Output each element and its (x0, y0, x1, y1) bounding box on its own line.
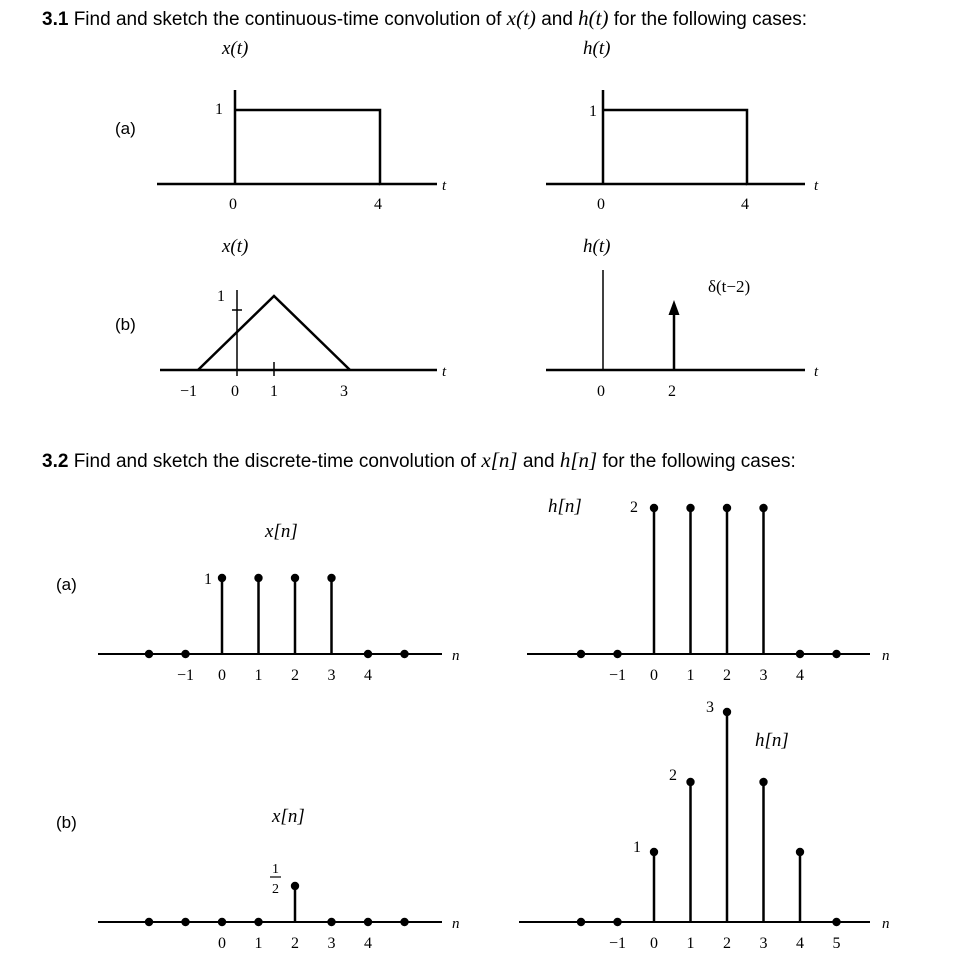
tick-label: 3 (327, 935, 336, 952)
stem-point (145, 918, 153, 926)
peak-label: 1 (217, 288, 225, 305)
tick-label: 4 (364, 667, 372, 684)
stem-point (145, 650, 153, 658)
h-plot-title: h[n] (755, 730, 789, 751)
tick-label: 2 (291, 667, 299, 684)
axis-variable: t (814, 364, 819, 380)
axis-variable: n (882, 916, 890, 932)
value-label: 1 (204, 571, 212, 588)
heading-text-end: for the following cases: (613, 9, 808, 30)
h-symbol: h[n] (559, 448, 598, 472)
stem-point (181, 650, 189, 658)
stem-point (218, 918, 226, 926)
tick-label: 1 (270, 383, 278, 400)
h-plot-title: h(t) (583, 236, 611, 257)
tick-label: 2 (668, 383, 676, 400)
heading-text-end: for the following cases: (602, 451, 796, 472)
value-label: 2 (630, 499, 638, 516)
impulse-label: δ(t−2) (708, 277, 751, 296)
stem-point (327, 574, 335, 582)
tick-label: 0 (650, 667, 658, 684)
stem-point (759, 778, 767, 786)
stem-point (723, 708, 731, 716)
stem-point (613, 650, 621, 658)
stem-point (577, 918, 585, 926)
tick-label: −1 (180, 383, 198, 400)
tick-label: 3 (759, 935, 768, 952)
part-a-label: (a) (115, 119, 136, 138)
tick-label: 0 (597, 196, 605, 213)
stem-point (254, 574, 262, 582)
stem-point (796, 848, 804, 856)
axis-variable: n (882, 648, 890, 664)
height-label: 1 (215, 101, 223, 118)
value-label: 2 (669, 767, 677, 784)
axis-variable: t (442, 178, 447, 194)
stem-point (400, 650, 408, 658)
tick-label: −1 (608, 935, 627, 952)
rect-pulse (235, 110, 437, 184)
axis-variable: t (814, 178, 819, 194)
tick-label: 1 (686, 935, 695, 952)
tick-label: 2 (723, 935, 731, 952)
value-label: 3 (706, 699, 714, 716)
impulse-arrowhead (669, 300, 680, 315)
tick-label: 1 (686, 667, 695, 684)
fraction-denominator: 2 (272, 882, 279, 897)
tick-label: −1 (176, 667, 195, 684)
tick-label: 0 (218, 667, 226, 684)
h-plot-title: h(t) (583, 38, 611, 59)
fraction-numerator: 1 (272, 862, 279, 877)
tick-label: 4 (374, 196, 382, 213)
stem-point (327, 918, 335, 926)
heading-and: and (522, 451, 555, 472)
axis-variable: t (442, 364, 447, 380)
tick-label: 4 (796, 667, 804, 684)
tick-label: 4 (796, 935, 804, 952)
stem-group (577, 504, 841, 658)
stem-point (254, 918, 262, 926)
stem-point (364, 650, 372, 658)
x-plot-title: x[n] (272, 806, 305, 827)
x-symbol: x(t) (506, 6, 536, 30)
stem-point (723, 504, 731, 512)
tick-label-group (609, 667, 804, 684)
stem-point (650, 848, 658, 856)
stem-point (796, 650, 804, 658)
tick-label: 0 (597, 383, 605, 400)
problem-number: 3.2 (42, 451, 69, 472)
stem-group (145, 574, 409, 658)
stem-point (400, 918, 408, 926)
stem-point (832, 918, 840, 926)
tick-label-group (177, 667, 372, 684)
tick-label-group (218, 935, 372, 952)
tick-label: 1 (254, 667, 263, 684)
x-plot-title: x(t) (222, 236, 249, 257)
tick-label-group (609, 935, 841, 952)
stem-point (832, 650, 840, 658)
heading-text: Find and sketch the discrete-time convolution of (73, 451, 477, 472)
heading-and: and (541, 9, 573, 30)
heading-text: Find and sketch the continuous-time convolution of (73, 9, 502, 30)
stem-point (686, 504, 694, 512)
tick-label: 0 (218, 935, 226, 952)
tick-label: 3 (340, 383, 348, 400)
height-label: 1 (589, 103, 597, 120)
tick-label: 0 (650, 935, 658, 952)
stem-group (577, 708, 841, 926)
problem-number: 3.1 (42, 9, 69, 30)
stem-point (364, 918, 372, 926)
stem-point (291, 882, 299, 890)
rect-pulse (603, 110, 805, 184)
stem-point (650, 504, 658, 512)
tick-label: 3 (759, 667, 768, 684)
tick-label: 1 (254, 935, 263, 952)
tick-label: 2 (723, 667, 731, 684)
x-symbol: x[n] (481, 448, 518, 472)
h-symbol: h(t) (578, 6, 609, 30)
tick-label: 4 (741, 196, 749, 213)
tick-label: 0 (231, 383, 239, 400)
stem-point (181, 918, 189, 926)
tick-label: 5 (832, 935, 841, 952)
tick-label: 3 (327, 667, 336, 684)
tick-label: −1 (608, 667, 627, 684)
tick-label: 2 (291, 935, 299, 952)
stem-point (613, 918, 621, 926)
h-plot-title: h[n] (548, 496, 582, 517)
stem-point (291, 574, 299, 582)
axis-variable: n (452, 648, 460, 664)
triangle-pulse (198, 296, 350, 370)
axis-variable: n (452, 916, 460, 932)
x-plot-title: x[n] (265, 521, 298, 542)
stem-point (759, 504, 767, 512)
stem-point (686, 778, 694, 786)
stem-point (218, 574, 226, 582)
stem-point (577, 650, 585, 658)
x-plot-title: x(t) (222, 38, 249, 59)
value-label: 1 (633, 839, 641, 856)
part-b-label: (b) (115, 315, 136, 334)
part-a-label: (a) (56, 575, 77, 594)
tick-label: 4 (364, 935, 372, 952)
part-b-label: (b) (56, 813, 77, 832)
tick-label: 0 (229, 196, 237, 213)
